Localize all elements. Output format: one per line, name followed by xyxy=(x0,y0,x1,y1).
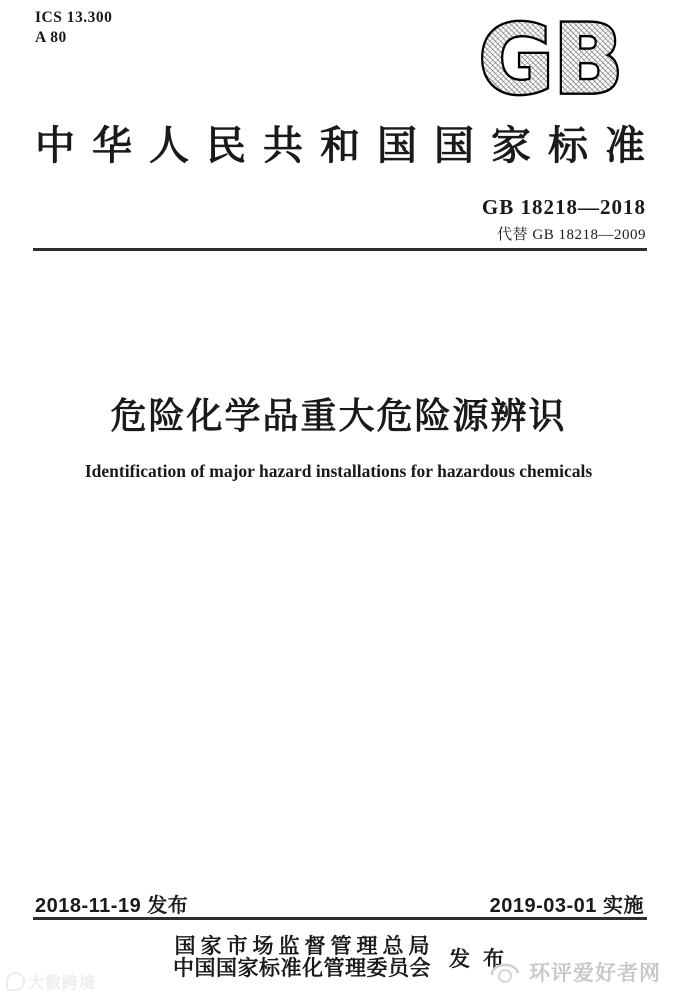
publisher-names xyxy=(173,934,435,980)
bottom-divider xyxy=(33,917,647,920)
watermark-left-text: 大数跨境 xyxy=(28,975,97,992)
watermark-right-text: 环评爱好者网 xyxy=(529,962,661,985)
dashukuajing-logo-icon xyxy=(6,972,25,991)
publish-label: 发布 xyxy=(449,947,517,971)
national-standard-heading: 中华人民共和国国家标准 xyxy=(35,123,662,168)
class-code: A 80 xyxy=(35,29,67,47)
document-title-zh: 危险化学品重大危险源辨识 xyxy=(110,395,567,436)
issue-date: 2018-11-19 发布 xyxy=(35,895,189,917)
classification-codes xyxy=(35,8,112,48)
publisher-line2: 中国国家标准化管理委员会 xyxy=(173,955,431,980)
implement-date: 2019-03-01 实施 xyxy=(489,895,644,917)
ics-code: ICS 13.300 xyxy=(35,9,113,26)
watermark-bottom-right xyxy=(488,957,661,987)
document-title-en: Identification of major hazard installations for hazardous chemicals xyxy=(84,461,593,481)
standard-number-block xyxy=(482,195,646,244)
top-divider xyxy=(33,248,647,251)
huanping-site-logo-icon xyxy=(488,959,522,985)
watermark-bottom-left xyxy=(6,970,96,993)
replaces-note: 代替 GB 18218—2009 xyxy=(497,227,646,243)
gb-logo-text: GB xyxy=(478,18,624,100)
gb-logo-icon xyxy=(475,18,627,100)
standard-number: GB 18218—2018 xyxy=(481,195,646,219)
publisher-line1: 国家市场监督管理总局 xyxy=(174,934,435,958)
dates-row xyxy=(35,889,644,918)
